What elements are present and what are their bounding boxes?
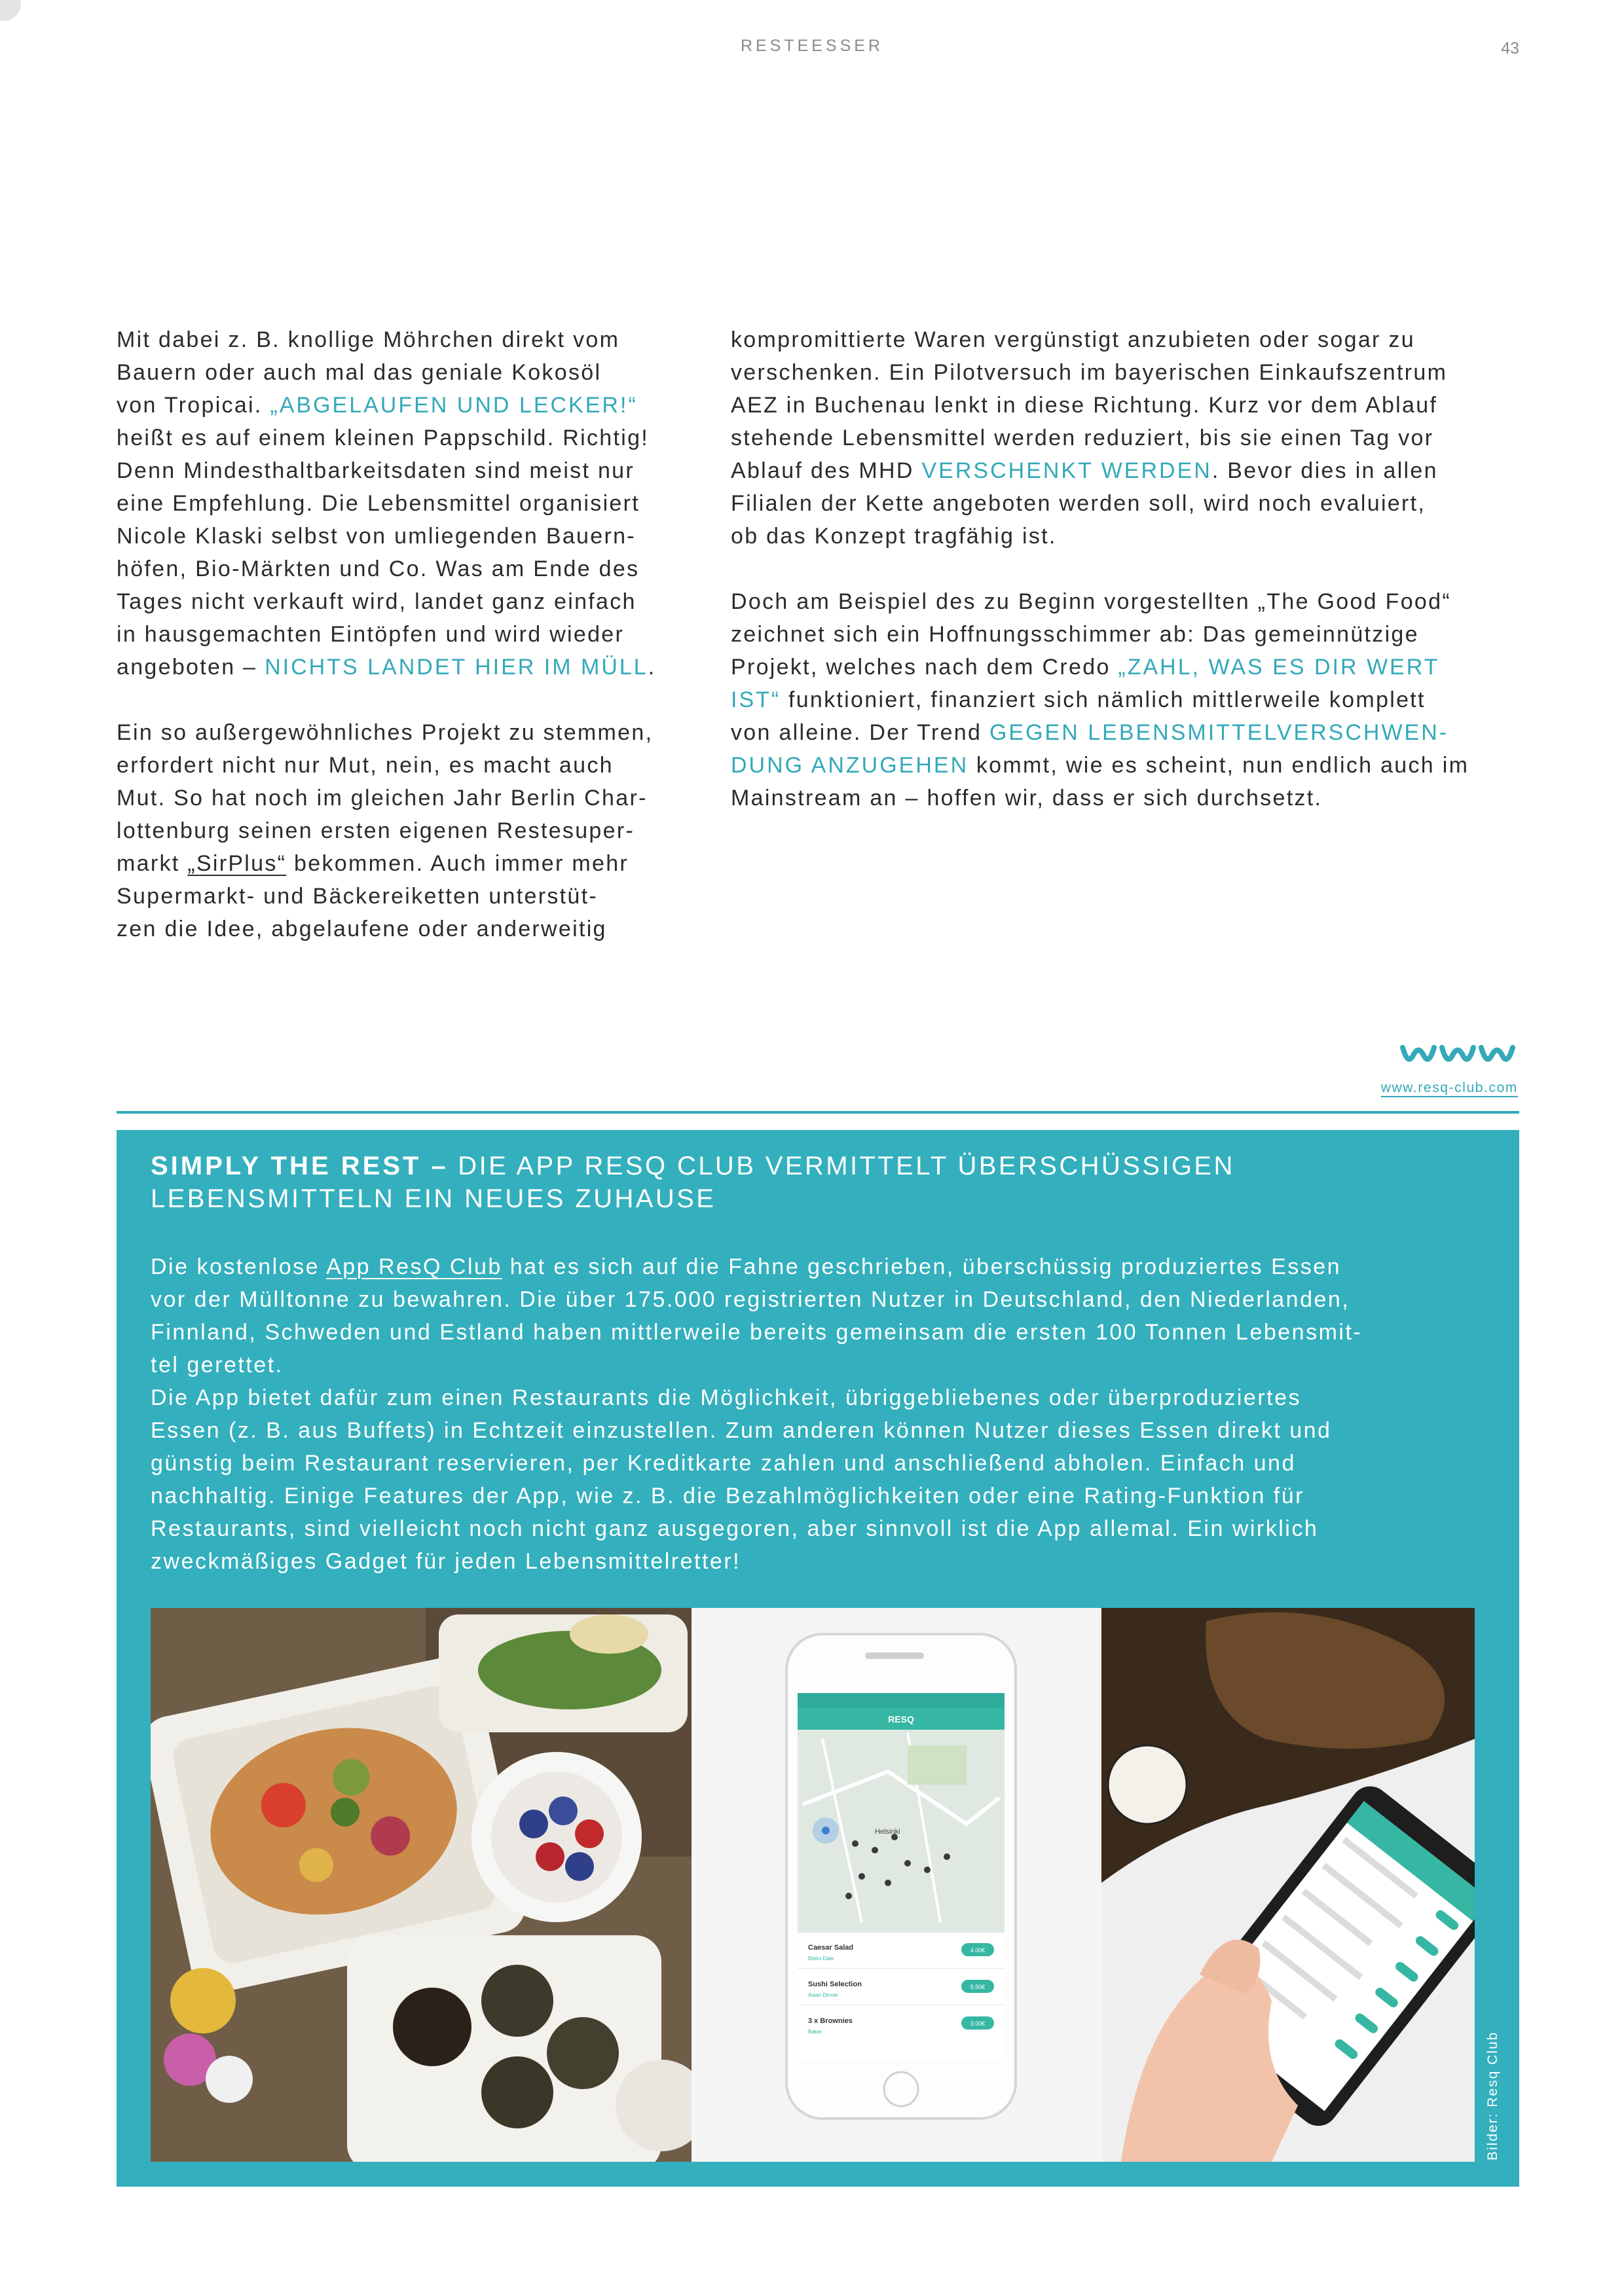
text-line: Ablauf des MHD VERSCHENKT WERDEN. Bevor dies in allen bbox=[731, 458, 1438, 483]
text-line: Finnland, Schweden und Estland haben mittlerweile bereits gemeinsam die ersten 100 Tonnen Lebensmit- bbox=[151, 1320, 1363, 1345]
photo-phone-app bbox=[692, 1608, 1101, 2162]
map-city-label: Helsinki bbox=[875, 1828, 900, 1836]
resq-app-link[interactable]: App ResQ Club bbox=[326, 1254, 502, 1279]
text-line: Ein so außergewöhnliches Projekt zu stemmen, bbox=[117, 720, 654, 745]
highlight-phrase: „ABGELAUFEN UND LECKER!“ bbox=[270, 393, 638, 418]
text-line: stehende Lebensmittel werden reduziert, bis sie einen Tag vor bbox=[731, 426, 1434, 450]
text-line: Bauern oder auch mal das geniale Kokosöl bbox=[117, 360, 602, 385]
text-line: zeichnet sich ein Hoffnungsschimmer ab: Das gemeinnützige bbox=[731, 622, 1419, 647]
text-line: vor der Mülltonne zu bewahren. Die über 175.000 registrierten Nutzer in Deutschland, den Niederlanden, bbox=[151, 1287, 1350, 1312]
title-line: LEBENSMITTELN EIN NEUES ZUHAUSE bbox=[151, 1184, 716, 1213]
text-line: höfen, Bio-Märkten und Co. Was am Ende des bbox=[117, 556, 640, 581]
text-line: Projekt, welches nach dem Credo „ZAHL, WAS ES DIR WERT bbox=[731, 655, 1440, 680]
text-line: verschenken. Ein Pilotversuch im bayerischen Einkaufszentrum bbox=[731, 360, 1448, 385]
app-item-price: 4.00€ bbox=[970, 1947, 986, 1954]
text-line: Die kostenlose App ResQ Club hat es sich auf die Fahne geschrieben, überschüssig produziertes Essen bbox=[151, 1254, 1342, 1279]
text-line: IST“ funktioniert, finanziert sich nämlich mittlerweile komplett bbox=[731, 687, 1426, 712]
page-corner-mark bbox=[0, 0, 21, 21]
text-line: eine Empfehlung. Die Lebensmittel organisiert bbox=[117, 491, 640, 516]
article-column-right bbox=[731, 323, 1549, 814]
app-item-place: Asian Dinner bbox=[808, 1992, 838, 1998]
text-line: günstig beim Restaurant reservieren, per Kreditkarte zahlen und anschließend abholen. Einfach und bbox=[151, 1451, 1296, 1476]
info-box-text bbox=[151, 1250, 1500, 1578]
photo-food-boxes bbox=[151, 1608, 692, 2162]
text-line: lottenburg seinen ersten eigenen Restesuper- bbox=[117, 818, 635, 843]
text-line: in hausgemachten Eintöpfen und wird wieder bbox=[117, 622, 625, 647]
highlight-phrase: GEGEN LEBENSMITTELVERSCHWEN- bbox=[989, 720, 1449, 745]
highlight-phrase: NICHTS LANDET HIER IM MÜLL bbox=[265, 655, 648, 680]
info-box-title bbox=[151, 1150, 1486, 1215]
highlight-phrase: IST“ bbox=[731, 687, 781, 712]
text-line: Mit dabei z. B. knollige Möhrchen direkt vom bbox=[117, 327, 620, 352]
page-number: 43 bbox=[1501, 39, 1519, 58]
running-header: RESTEESSER bbox=[740, 37, 884, 55]
text-line: Denn Mindesthaltbarkeitsdaten sind meist nur bbox=[117, 458, 635, 483]
text-line: erfordert nicht nur Mut, nein, es macht auch bbox=[117, 753, 614, 778]
paragraph bbox=[731, 323, 1549, 553]
text-line: Essen (z. B. aus Buffets) in Echtzeit einzustellen. Zum anderen können Nutzer dieses Essen direkt und bbox=[151, 1418, 1332, 1443]
text-line: Supermarkt- und Bäckereiketten unterstüt- bbox=[117, 884, 598, 909]
text-line: Tages nicht verkauft wird, landet ganz einfach bbox=[117, 589, 637, 614]
app-brand: RESQ bbox=[888, 1714, 914, 1724]
text-line: von Tropicai. „ABGELAUFEN UND LECKER!“ bbox=[117, 393, 638, 418]
highlight-phrase: VERSCHENKT WERDEN bbox=[921, 458, 1212, 483]
app-item-name: Sushi Selection bbox=[808, 1980, 862, 1988]
app-item-price: 3.00€ bbox=[970, 2020, 986, 2027]
paragraph bbox=[117, 716, 706, 945]
text-line: Filialen der Kette angeboten werden soll, wird noch evaluiert, bbox=[731, 491, 1426, 516]
text-line: von alleine. Der Trend GEGEN LEBENSMITTELVERSCHWEN- bbox=[731, 720, 1449, 745]
app-item-place: Baker bbox=[808, 2029, 822, 2035]
text-line: kompromittierte Waren vergünstigt anzubieten oder sogar zu bbox=[731, 327, 1415, 352]
paragraph bbox=[117, 323, 706, 683]
photo-hand-phone bbox=[1101, 1608, 1475, 2162]
article-column-left bbox=[117, 323, 706, 945]
text-line: nachhaltig. Einige Features der App, wie z. B. die Bezahlmöglichkeiten oder eine Rating-Funktion für bbox=[151, 1484, 1304, 1508]
app-item-name: Caesar Salad bbox=[808, 1944, 854, 1952]
app-item-price: 5.50€ bbox=[970, 1984, 986, 1990]
text-line: Nicole Klaski selbst von umliegenden Bauern- bbox=[117, 524, 636, 549]
text-line: Mut. So hat noch im gleichen Jahr Berlin Char- bbox=[117, 786, 648, 811]
photo-credit: Bilder: Resq Club bbox=[1485, 2031, 1500, 2160]
text-line: tel gerettet. bbox=[151, 1353, 284, 1377]
paragraph bbox=[731, 585, 1549, 814]
text-line: markt „SirPlus“ bekommen. Auch immer mehr bbox=[117, 851, 629, 876]
app-item-name: 3 x Brownies bbox=[808, 2017, 853, 2025]
app-item-place: Bistro Dale bbox=[808, 1956, 834, 1961]
text-line: Mainstream an – hoffen wir, dass er sich durchsetzt. bbox=[731, 786, 1323, 811]
highlight-phrase: „ZAHL, WAS ES DIR WERT bbox=[1118, 655, 1440, 680]
text-line: AEZ in Buchenau lenkt in diese Richtung. Kurz vor dem Ablauf bbox=[731, 393, 1438, 418]
text-line: angeboten – NICHTS LANDET HIER IM MÜLL. bbox=[117, 655, 656, 680]
highlight-phrase: DUNG ANZUGEHEN bbox=[731, 753, 969, 778]
text-line: zen die Idee, abgelaufene oder anderweitig bbox=[117, 917, 607, 941]
text-line: zweckmäßiges Gadget für jeden Lebensmittelretter! bbox=[151, 1549, 741, 1574]
text-line: DUNG ANZUGEHEN kommt, wie es scheint, nun endlich auch im bbox=[731, 753, 1469, 778]
text-line: heißt es auf einem kleinen Pappschild. Richtig! bbox=[117, 426, 650, 450]
sirplus-link[interactable]: „SirPlus“ bbox=[187, 851, 287, 876]
text-line: Die App bietet dafür zum einen Restaurants die Möglichkeit, übriggebliebenes oder überproduziertes bbox=[151, 1385, 1302, 1410]
website-link[interactable]: www.resq-club.com bbox=[1380, 1080, 1518, 1095]
section-divider bbox=[117, 1111, 1519, 1114]
text-line: ob das Konzept tragfähig ist. bbox=[731, 524, 1057, 549]
www-icon bbox=[1400, 1042, 1518, 1068]
text-line: Doch am Beispiel des zu Beginn vorgestellten „The Good Food“ bbox=[731, 589, 1451, 614]
title-line: SIMPLY THE REST – DIE APP RESQ CLUB VERMITTELT ÜBERSCHÜSSIGEN bbox=[151, 1152, 1235, 1180]
text-line: Restaurants, sind vielleicht noch nicht ganz ausgegoren, aber sinnvoll ist die App allemal. Ein wirklich bbox=[151, 1516, 1319, 1541]
